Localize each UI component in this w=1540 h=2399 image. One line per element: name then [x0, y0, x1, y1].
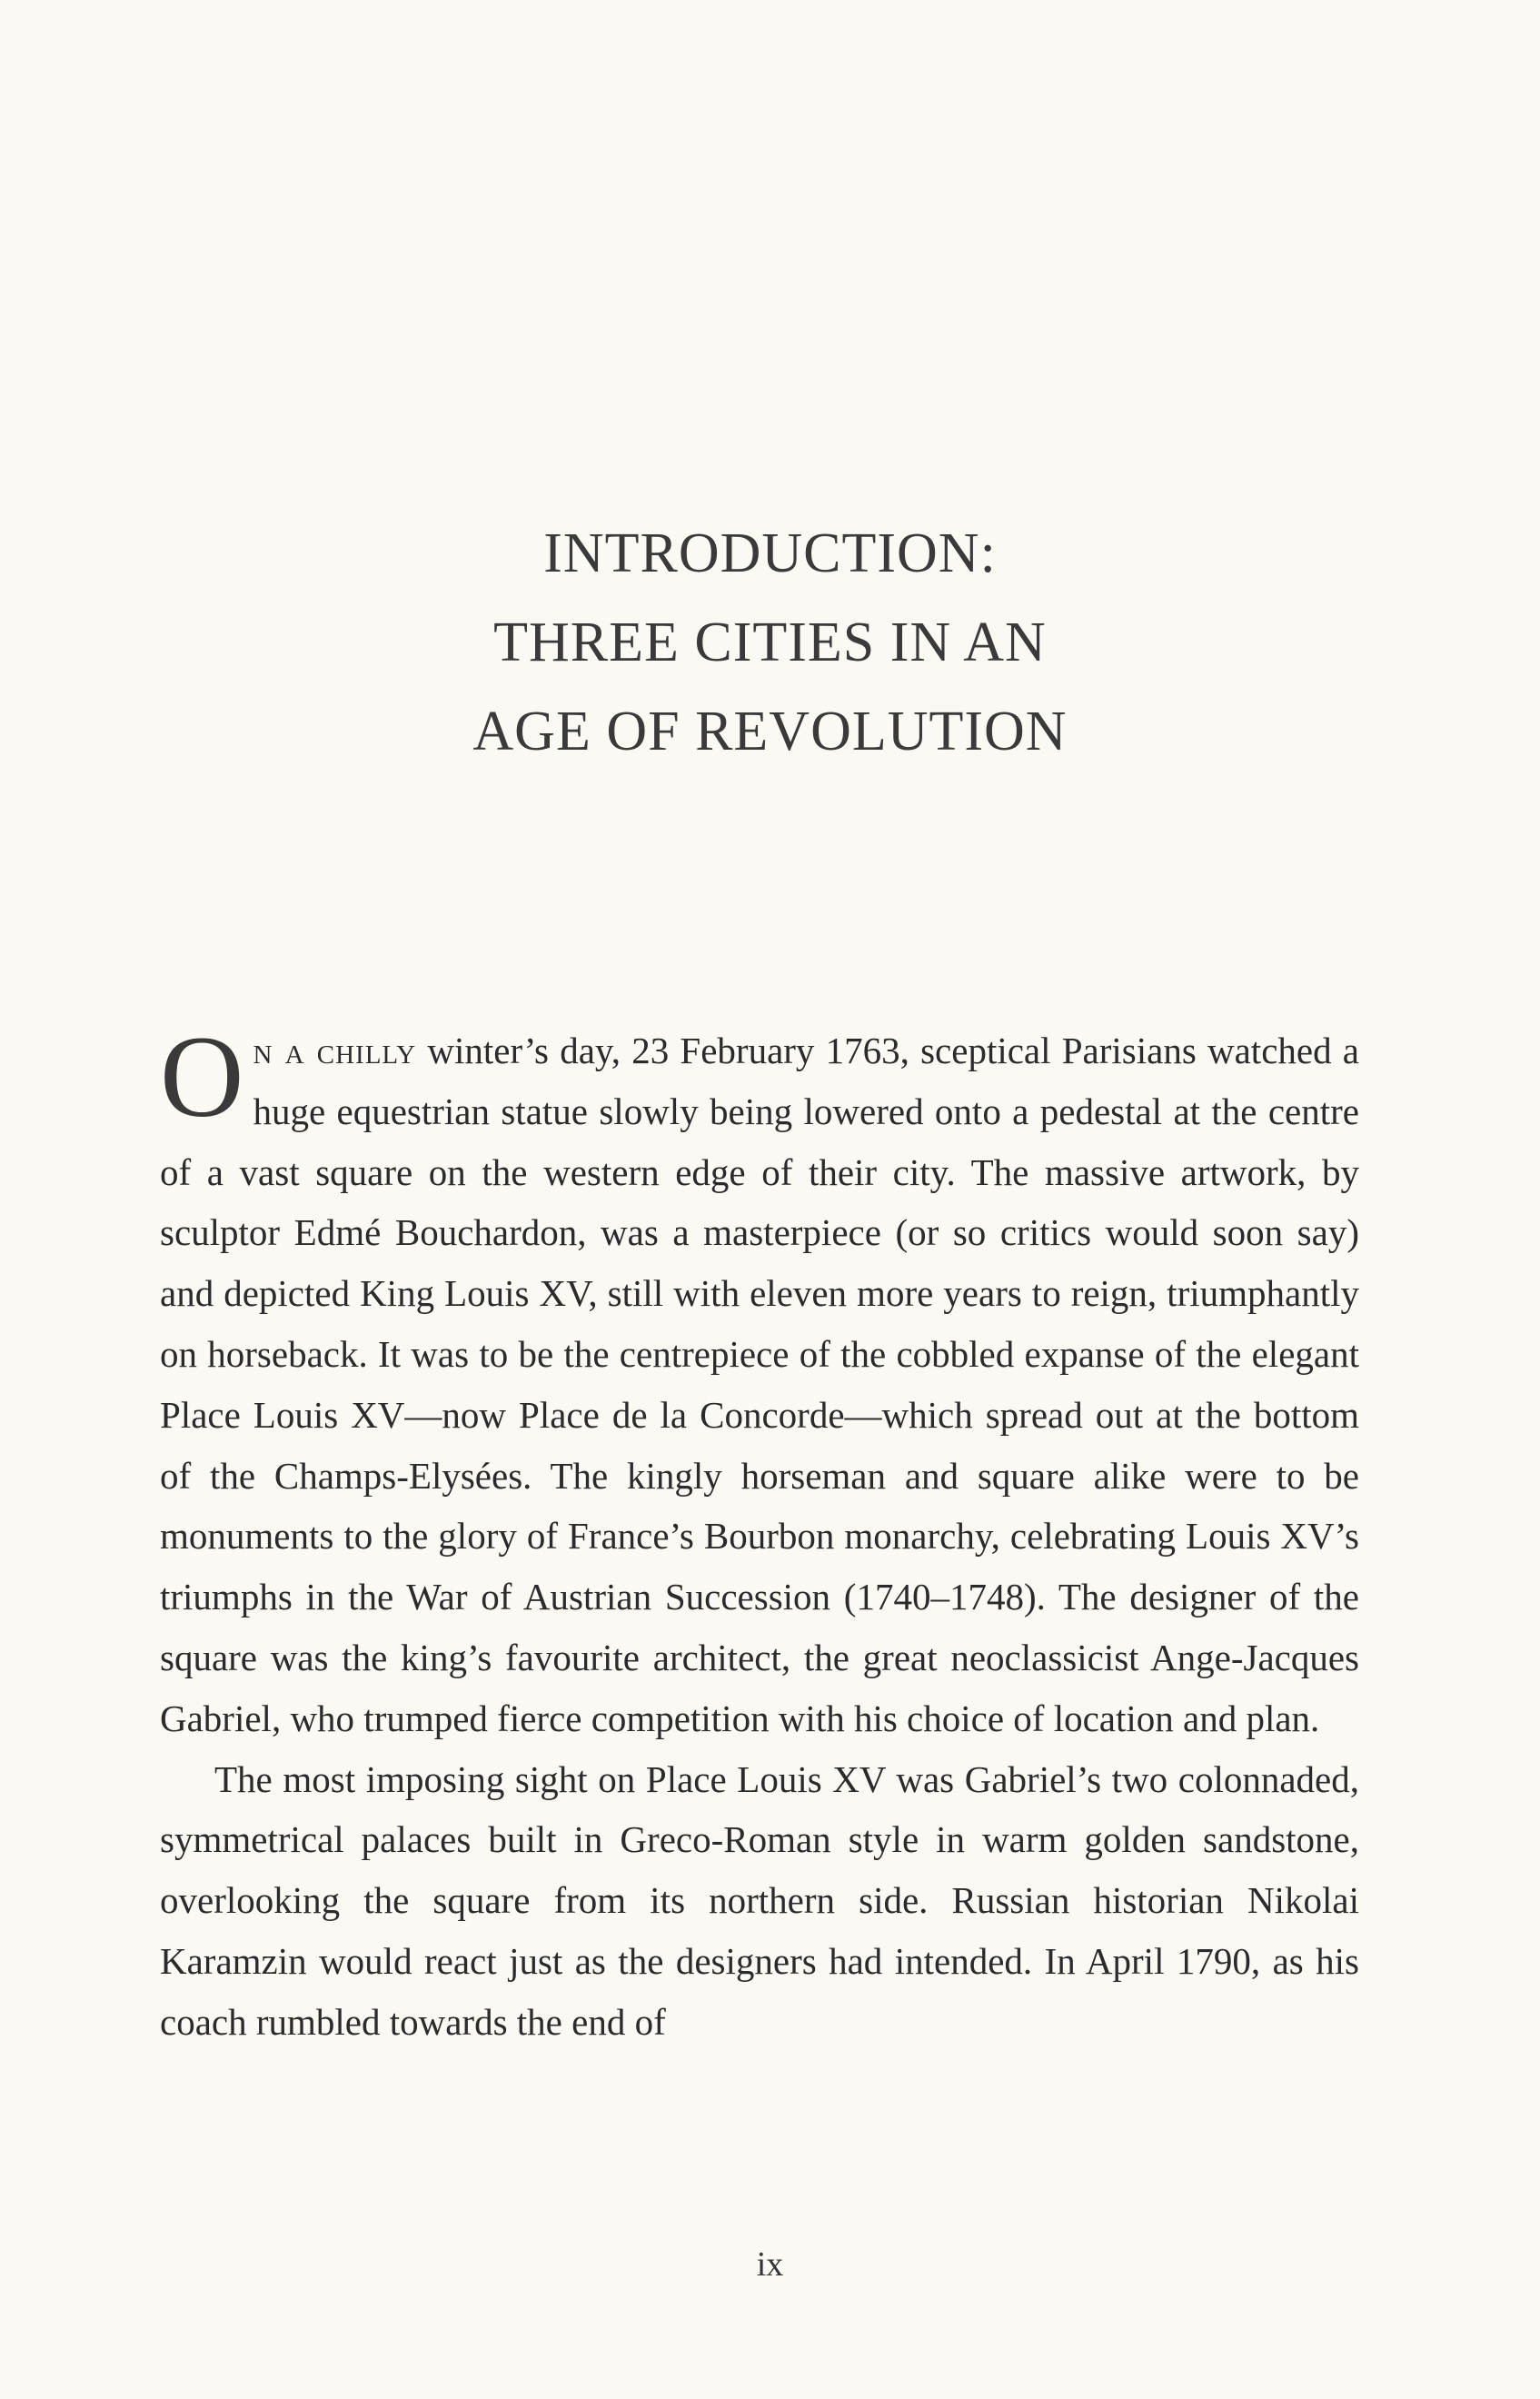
chapter-title-line-1: INTRODUCTION:	[543, 523, 997, 584]
paragraph-1	[160, 1012, 1359, 1749]
chapter-title-line-3: AGE OF REVOLUTION	[472, 701, 1068, 762]
page-number: ix	[756, 2245, 784, 2284]
paragraph-2: The most imposing sight on Place Louis XV was Gabriel’s two colonnaded, symmetrical palaces built in Greco-Roman style in warm golden sandstone, overlooking the square from its northern side. Russian historian Nikolai Karamzin would react just as the designers had intended. In April 1790, as his coach rumbled towards the end of	[160, 1757, 1359, 2043]
paragraph-1-text: winter’s day, 23 February 1763, sceptical Parisians watched a huge equestrian statue slowly being lowered onto a pedestal at the centre of a vast square on the western edge of their city. The massive artwork, by sculptor Edmé Bouchardon, was a masterpiece (or so critics would soon say) and depicted King Louis XV, still with eleven more years to reign, triumphantly on horseback. It was to be the centrepiece of the cobbled expanse of the elegant Place Louis XV—now Place de la Concorde—which spread out at the bottom of the Champs-Elysées. The kingly horseman and square alike were to be monuments to the glory of France’s Bourbon monarchy, celebrating Louis XV’s triumphs in the War of Austrian Succession (1740–1748). The designer of the square was the king’s favourite architect, the great neoclassicist Ange-Jacques Gabriel, who trumped fierce competition with his choice of location and plan.	[160, 1030, 1359, 1739]
chapter-title-line-2: THREE CITIES IN AN	[493, 612, 1047, 673]
body-text	[160, 1012, 1359, 2053]
opening-smallcaps: n a chilly	[253, 1030, 417, 1071]
drop-cap: O	[160, 1012, 244, 1141]
chapter-title	[0, 509, 1540, 776]
